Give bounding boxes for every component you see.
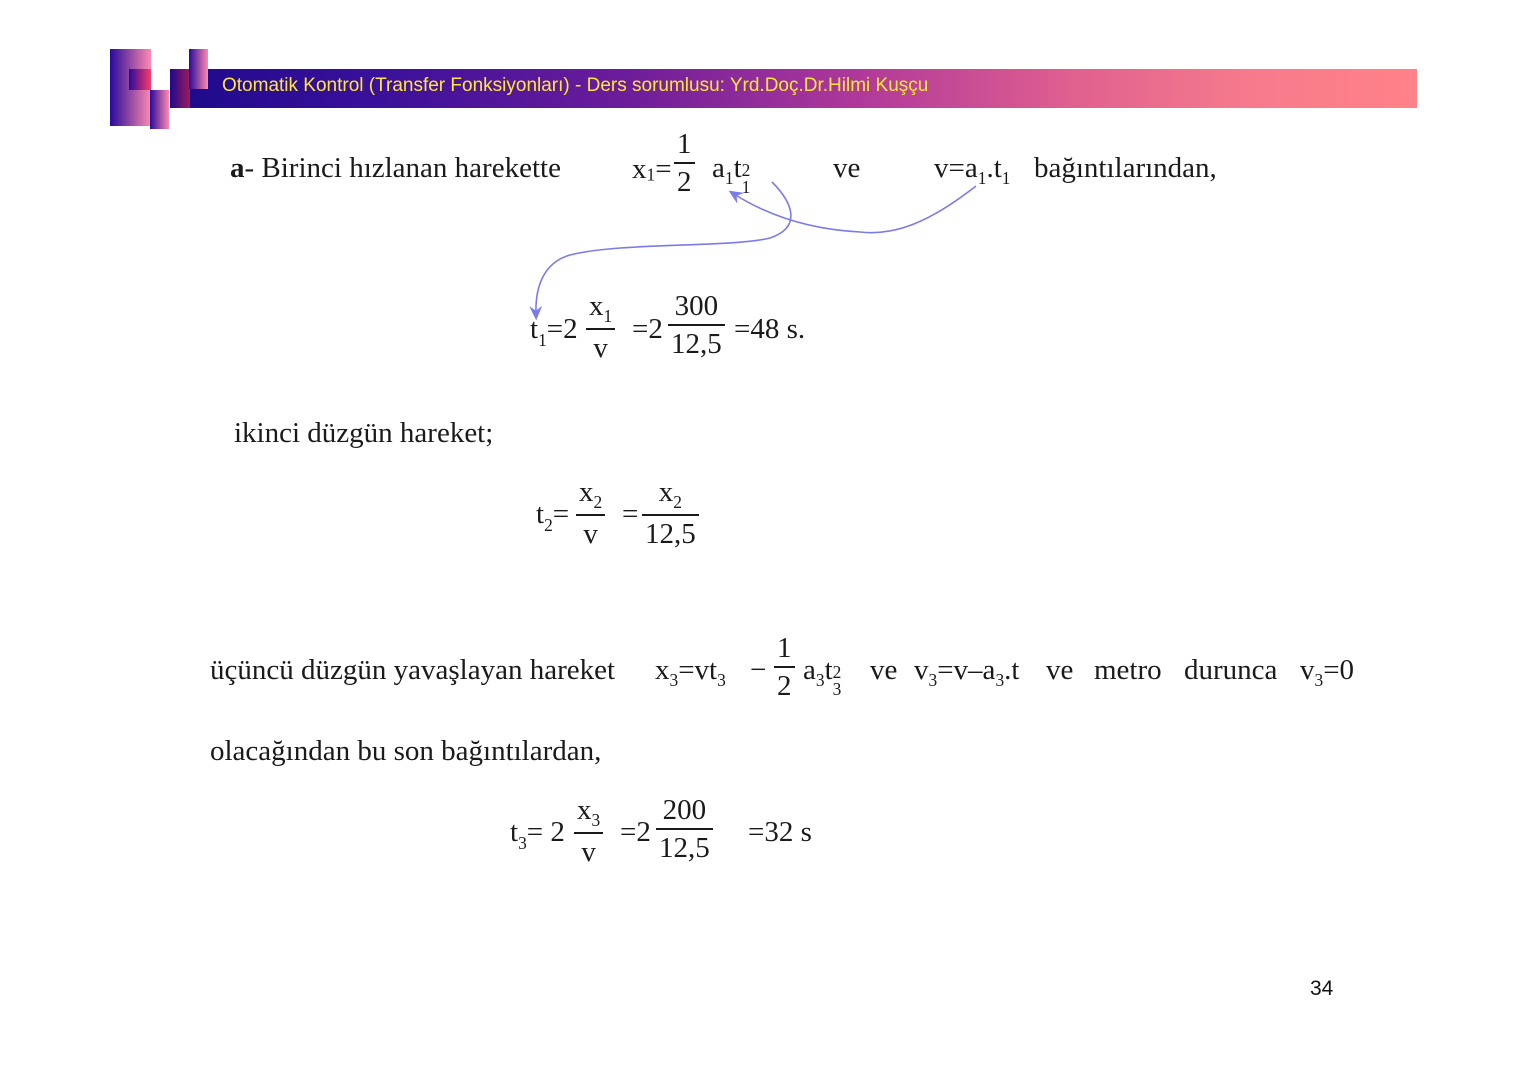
section-a-trailing: bağıntılarından, (1034, 152, 1217, 184)
logo-block (150, 90, 169, 129)
eq-x3-lhs: $x_3=vt_3$ (655, 654, 726, 690)
text-metro: metro (1094, 654, 1162, 686)
t3-fraction-x3-over-v: $x_3$ v (574, 796, 603, 867)
t1-fraction-x1-over-v: $x_1$ v (586, 292, 615, 363)
logo-block (170, 69, 190, 108)
page-number: 34 (1310, 977, 1334, 1000)
logo-block (189, 49, 208, 89)
fraction-one-half-c: 1 2 (774, 634, 795, 701)
t3-part2: =2 (620, 816, 651, 848)
eq-v3-v-minus-a3-t: $v_3=v-a_3.t$ (914, 654, 1020, 690)
arrow-t1-to-t1-equation (536, 182, 791, 314)
arrow-v-to-a1 (734, 186, 976, 233)
eq-x1-lhs: $x_1=$ (632, 153, 672, 185)
logo-block (129, 69, 151, 90)
connector-ve-2: ve (1046, 654, 1074, 686)
section-b-label: ikinci düzgün hareket; (234, 417, 494, 449)
t1-fraction-300-over-12-5: 300 12,5 (668, 292, 725, 359)
eq-a3-t3-squared: $a_3t$ 2 3 (803, 654, 842, 699)
text-durunca: durunca (1184, 654, 1278, 686)
t2-lhs: $t_2=$ (536, 498, 570, 535)
t3-result: =32 s (748, 816, 812, 848)
section-c-label: üçüncü düzgün yavaşlayan hareket (210, 654, 616, 686)
t1-result: =48 s. (734, 313, 806, 345)
fraction-one-half: 1 2 (674, 130, 695, 197)
t2-eq2: = (622, 498, 639, 530)
eq-a1-t1-squared: $a_1t$ 2 1 (712, 152, 751, 197)
eq-minus: − (750, 654, 767, 686)
t2-fraction-x2-over-12-5: $x_2$ 12,5 (642, 478, 699, 549)
t1-lhs: $t_1=2$ (530, 313, 578, 350)
eq-v3-zero: $v_3=0$ (1300, 654, 1355, 690)
t2-fraction-x2-over-v: $x_2$ v (576, 478, 605, 549)
connector-ve-1: ve (870, 654, 898, 686)
eq-v-a1-t1: $v=a_1.t_1$ (934, 152, 1011, 188)
connector-ve: ve (833, 152, 861, 184)
header-title: Otomatik Kontrol (Transfer Fonksiyonları) - Ders sorumlusu: Yrd.Doç.Dr.Hilmi Kuşçu (222, 75, 929, 96)
t1-part2: =2 (632, 313, 663, 345)
t3-lhs: $t_3= 2$ (510, 816, 565, 853)
section-a-label: a- Birinci hızlanan harekette (230, 152, 561, 184)
t3-fraction-200-over-12-5: 200 12,5 (656, 796, 713, 863)
section-c-line2: olacağından bu son bağıntılardan, (210, 735, 602, 767)
